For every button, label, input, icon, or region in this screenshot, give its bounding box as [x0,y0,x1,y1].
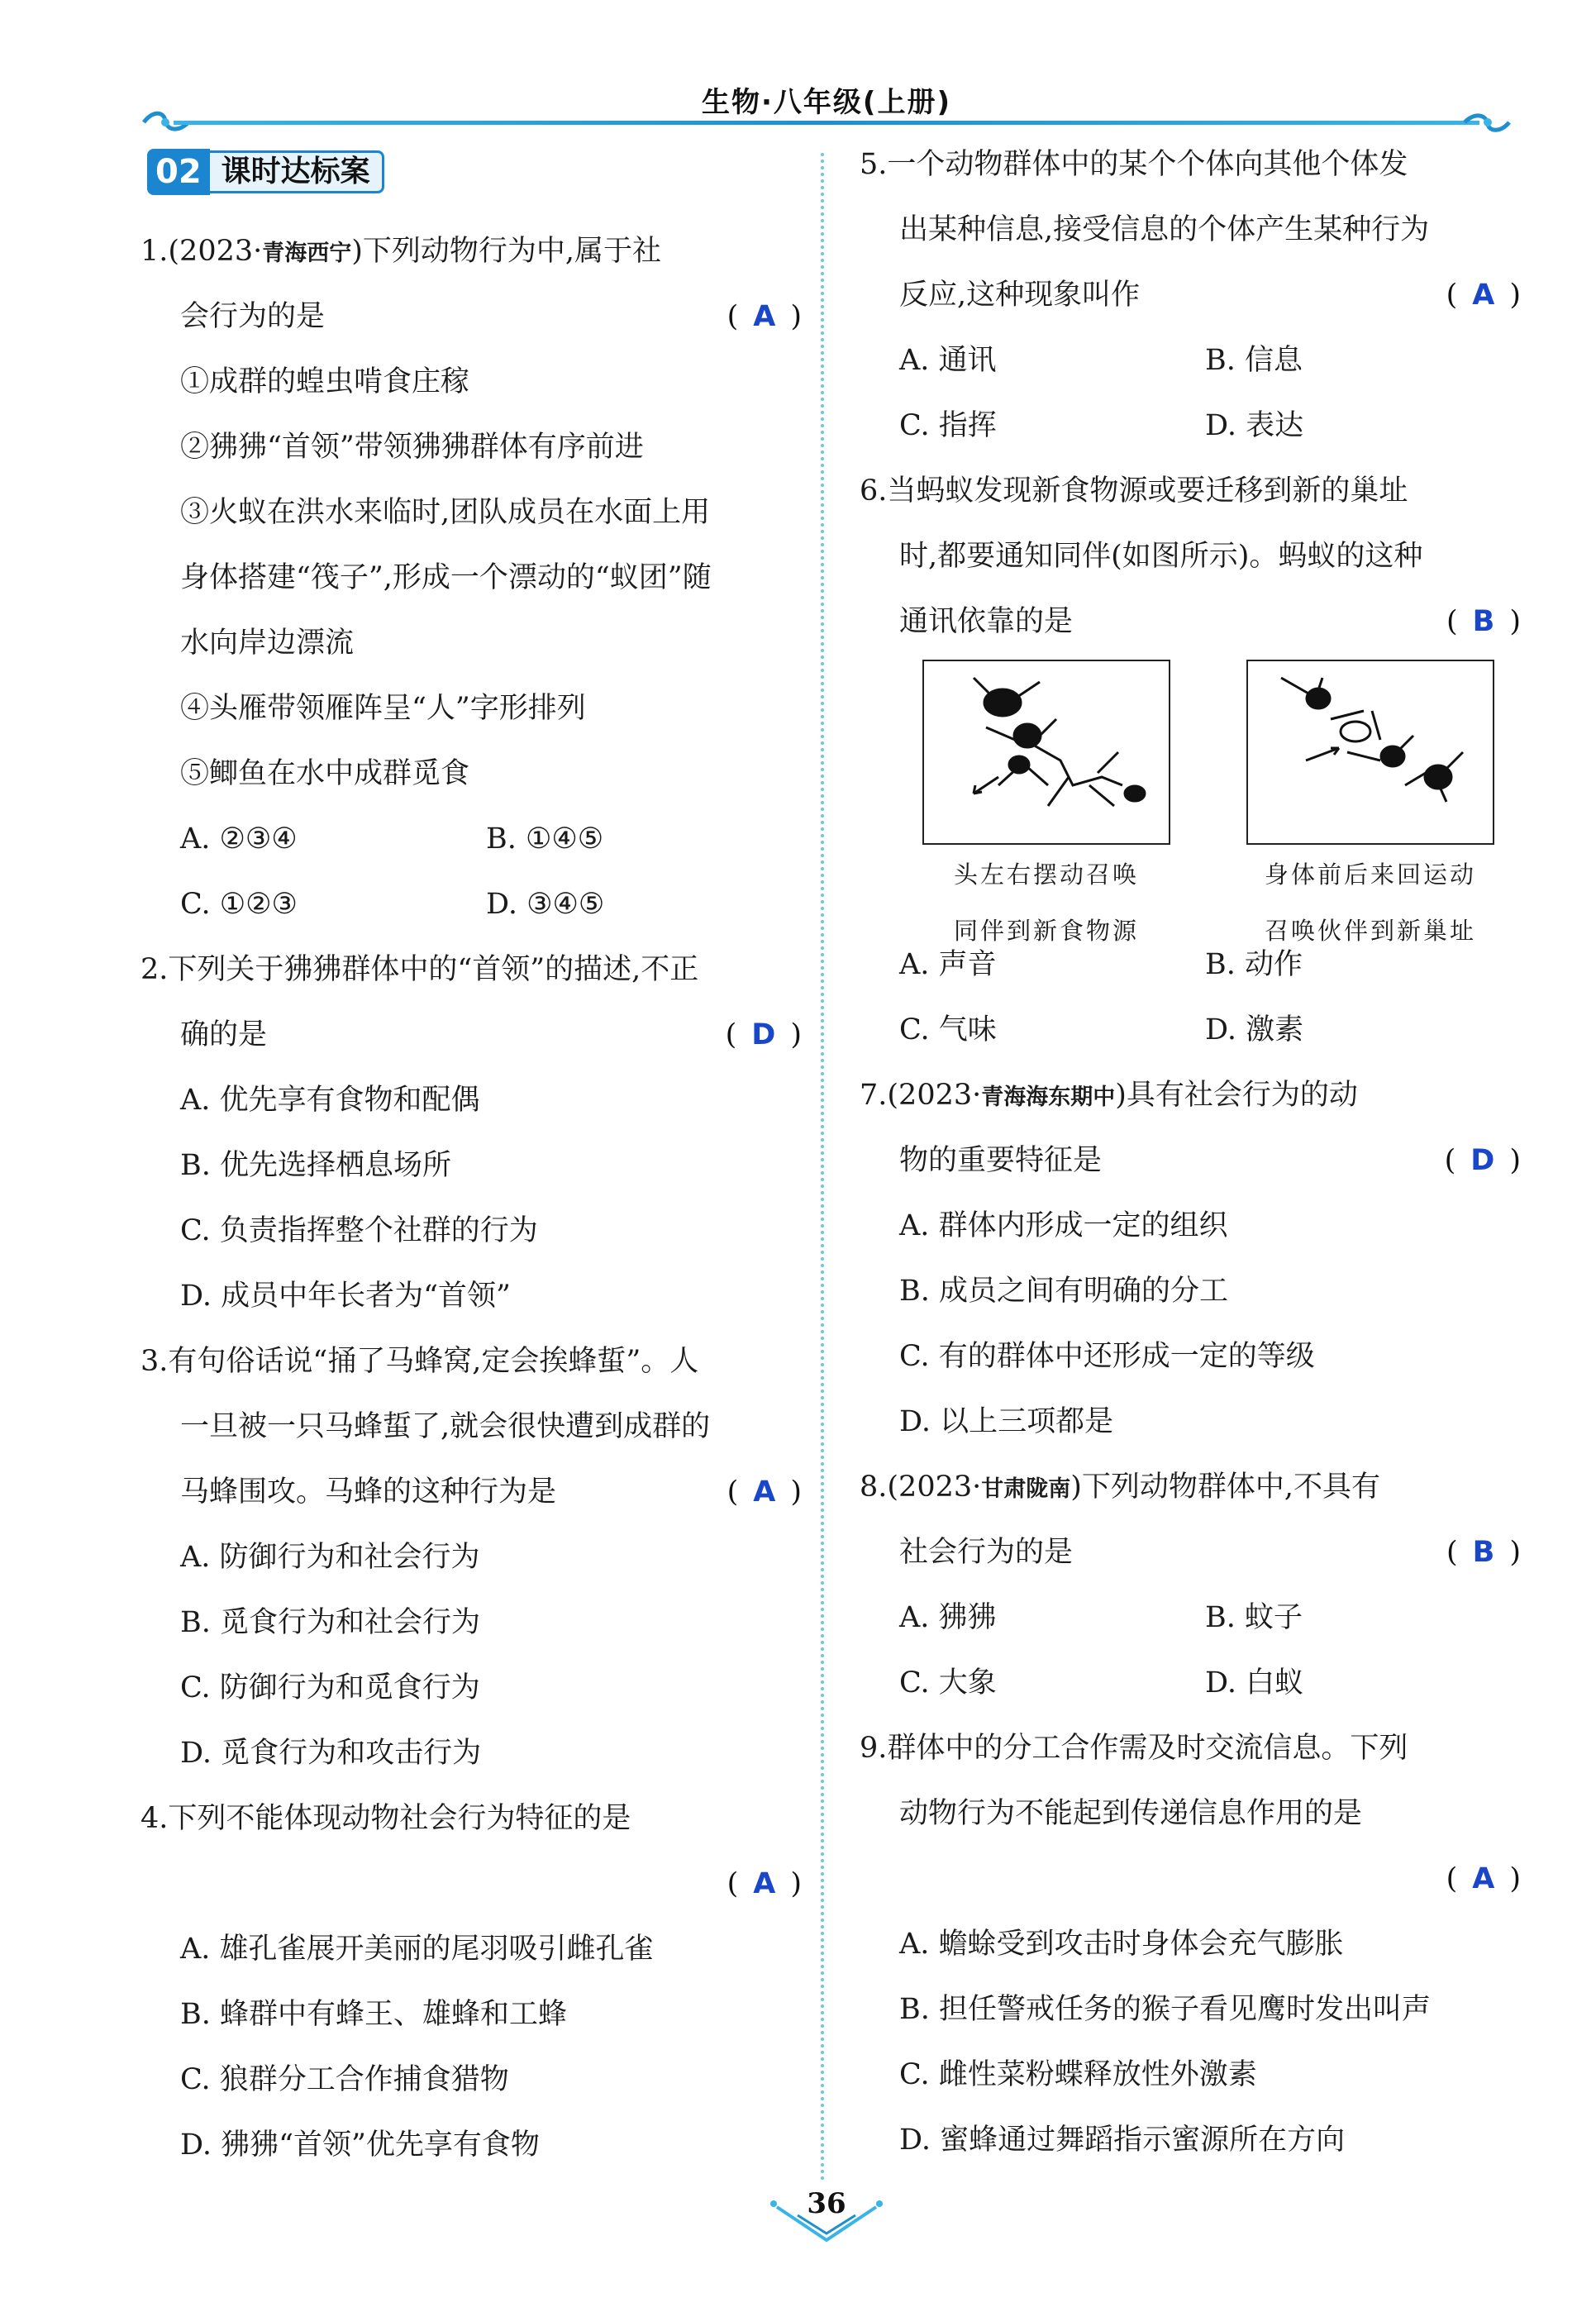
ant-illustration-icon [924,661,1169,843]
question-text: 一旦被一只马蜂蜇了,就会很快遭到成群的 [180,1410,711,1443]
question-text: 确的是 [180,1018,268,1051]
option: C. 大象 [899,1666,997,1699]
section-title: 课时达标案 [210,150,384,193]
option-row [860,1585,1521,1651]
option: C. 雌性菜粉蝶释放性外激素 [899,2058,1257,2091]
question-7 [860,1063,1521,1455]
question-text: 7.(2023· [860,1079,982,1112]
answer-letter: D [1470,1144,1495,1177]
answer-bracket: ( B ) [1446,605,1521,638]
figure-caption: 头左右摆动召唤 [953,860,1139,889]
option: D. 激素 [1205,1013,1304,1046]
question-text: 物的重要特征是 [899,1144,1103,1177]
option: A. 声音 [899,948,997,981]
option: C. 狼群分工合作捕食猎物 [180,2063,509,2096]
option: B. 成员之间有明确的分工 [899,1275,1228,1308]
answer-bracket: ( A ) [727,1475,802,1509]
page-number-text: 36 [807,2187,846,2220]
option: C. ①②③ [180,888,298,921]
statement-item: 水向岸边漂流 [180,627,355,660]
question-text: )下列动物群体中,不具有 [1070,1471,1381,1504]
option: D. 成员中年长者为“首领” [180,1280,511,1313]
answer-bracket: ( D ) [1444,1144,1521,1177]
question-text: 4.下列不能体现动物社会行为特征的是 [141,1802,631,1835]
question-text: 反应,这种现象叫作 [899,279,1141,312]
option: C. 防御行为和觅食行为 [180,1671,480,1704]
question-text: 动物行为不能起到传递信息作用的是 [899,1797,1363,1830]
section-heading [147,149,384,195]
question-3 [141,1329,802,1786]
answer-bracket: ( A ) [727,1867,802,1900]
answer-letter: A [753,1867,776,1900]
answer-letter: D [751,1018,776,1051]
option: D. 白蚁 [1205,1666,1304,1699]
question-text: 5.一个动物群体中的某个个体向其他个体发 [860,148,1408,181]
question-text: 2.下列关于狒狒群体中的“首领”的描述,不正 [141,953,699,986]
question-text: 3.有句俗话说“捅了马蜂窝,定会挨蜂蜇”。人 [141,1345,699,1378]
question-text: 8.(2023· [860,1471,982,1504]
option: D. 蜜蜂通过舞蹈指示蜜源所在方向 [899,2124,1346,2157]
ant-illustration-icon [1248,661,1493,843]
answer-bracket: ( A ) [1446,1862,1521,1895]
option-row [141,807,802,872]
question-text: 1.(2023· [141,235,263,268]
option: D. 觅食行为和攻击行为 [180,1737,482,1770]
option: B. 动作 [1205,948,1303,981]
header-title: 生物·八年级(上册) [702,86,951,119]
answer-letter: A [753,1475,776,1509]
question-text: 时,都要通知同伴(如图所示)。蚂蚁的这种 [899,540,1423,573]
option: C. 有的群体中还形成一定的等级 [899,1340,1315,1373]
question-source: 甘肃陇南 [981,1476,1071,1502]
option: B. 担任警戒任务的猴子看见鹰时发出叫声 [899,1993,1431,2026]
question-2 [141,937,802,1329]
question-text: 社会行为的是 [899,1536,1074,1569]
answer-bracket: ( B ) [1446,1536,1521,1569]
question-1 [141,219,802,937]
section-number: 02 [147,149,210,195]
question-source: 青海海东期中 [981,1084,1116,1110]
statement-item: ①成群的蝗虫啃食庄稼 [180,365,470,398]
left-column [141,219,802,2178]
option-row [860,393,1521,459]
option: C. 负责指挥整个社群的行为 [180,1214,538,1247]
answer-bracket: ( D ) [725,1018,802,1051]
answer-letter: A [753,300,776,333]
option: C. 指挥 [899,409,997,442]
question-text: 马蜂围攻。马蜂的这种行为是 [180,1475,557,1509]
option: B. 觅食行为和社会行为 [180,1606,480,1639]
question-5 [860,132,1521,459]
page-number [760,2182,893,2248]
figure-caption: 同伴到新食物源 [953,917,1139,945]
option: D. ③④⑤ [486,888,605,921]
question-text: )下列动物行为中,属于社 [351,235,662,268]
question-text: 6.当蚂蚁发现新食物源或要迁移到新的巢址 [860,474,1408,508]
figure-ant-food [922,660,1170,961]
question-source: 青海西宁 [262,241,352,266]
option: D. 表达 [1205,409,1304,442]
option: B. ①④⑤ [486,822,604,856]
answer-letter: A [1472,1862,1495,1895]
statement-item: ②狒狒“首领”带领狒狒群体有序前进 [180,431,644,464]
figure-ant-nest [1246,660,1494,961]
answer-letter: A [1472,279,1495,312]
question-9 [860,1716,1521,2173]
statement-item: ⑤鲫鱼在水中成群觅食 [180,757,470,790]
answer-bracket: ( A ) [727,300,802,333]
column-divider [821,153,824,2182]
question-6 [860,459,1521,1063]
statement-item: 身体搭建“筏子”,形成一个漂动的“蚁团”随 [180,561,712,594]
figure-caption: 召唤伙伴到新巢址 [1264,917,1476,945]
option-row [860,998,1521,1063]
ant-figures [860,660,1521,945]
question-text: 9.群体中的分工合作需及时交流信息。下列 [860,1732,1408,1765]
question-text: )具有社会行为的动 [1115,1079,1358,1112]
answer-letter: B [1472,605,1495,638]
option: A. 优先享有食物和配偶 [180,1084,480,1117]
right-column [860,132,1521,2173]
option: A. 防御行为和社会行为 [180,1541,480,1574]
question-4 [141,1786,802,2178]
option: B. 蜂群中有蜂王、雄蜂和工蜂 [180,1998,567,2031]
option: D. 狒狒“首领”优先享有食物 [180,2128,540,2162]
page-header [141,76,1513,134]
question-text: 会行为的是 [180,300,326,333]
option: A. 蟾蜍受到攻击时身体会充气膨胀 [899,1928,1344,1961]
option: B. 信息 [1205,344,1303,377]
option-row [860,932,1521,998]
answer-bracket: ( A ) [1446,279,1521,312]
option: A. ②③④ [180,822,298,856]
option: A. 通讯 [899,344,997,377]
option: A. 狒狒 [899,1601,997,1634]
question-text: 出某种信息,接受信息的个体产生某种行为 [899,213,1430,246]
statement-item: ③火蚁在洪水来临时,团队成员在水面上用 [180,496,711,529]
figure-caption: 身体前后来回运动 [1264,860,1476,889]
option: C. 气味 [899,1013,997,1046]
option: D. 以上三项都是 [899,1405,1114,1438]
question-text: 通讯依靠的是 [899,605,1074,638]
header-rule [174,121,1479,125]
option: A. 雄孔雀展开美丽的尾羽吸引雌孔雀 [180,1933,654,1966]
question-8 [860,1455,1521,1716]
statement-item: ④头雁带领雁阵呈“人”字形排列 [180,692,586,725]
option: A. 群体内形成一定的组织 [899,1209,1228,1242]
option: B. 优先选择栖息场所 [180,1149,451,1182]
option-row [141,872,802,937]
option-row [860,1651,1521,1716]
answer-letter: B [1472,1536,1495,1569]
option-row [860,328,1521,393]
option: B. 蚊子 [1205,1601,1303,1634]
